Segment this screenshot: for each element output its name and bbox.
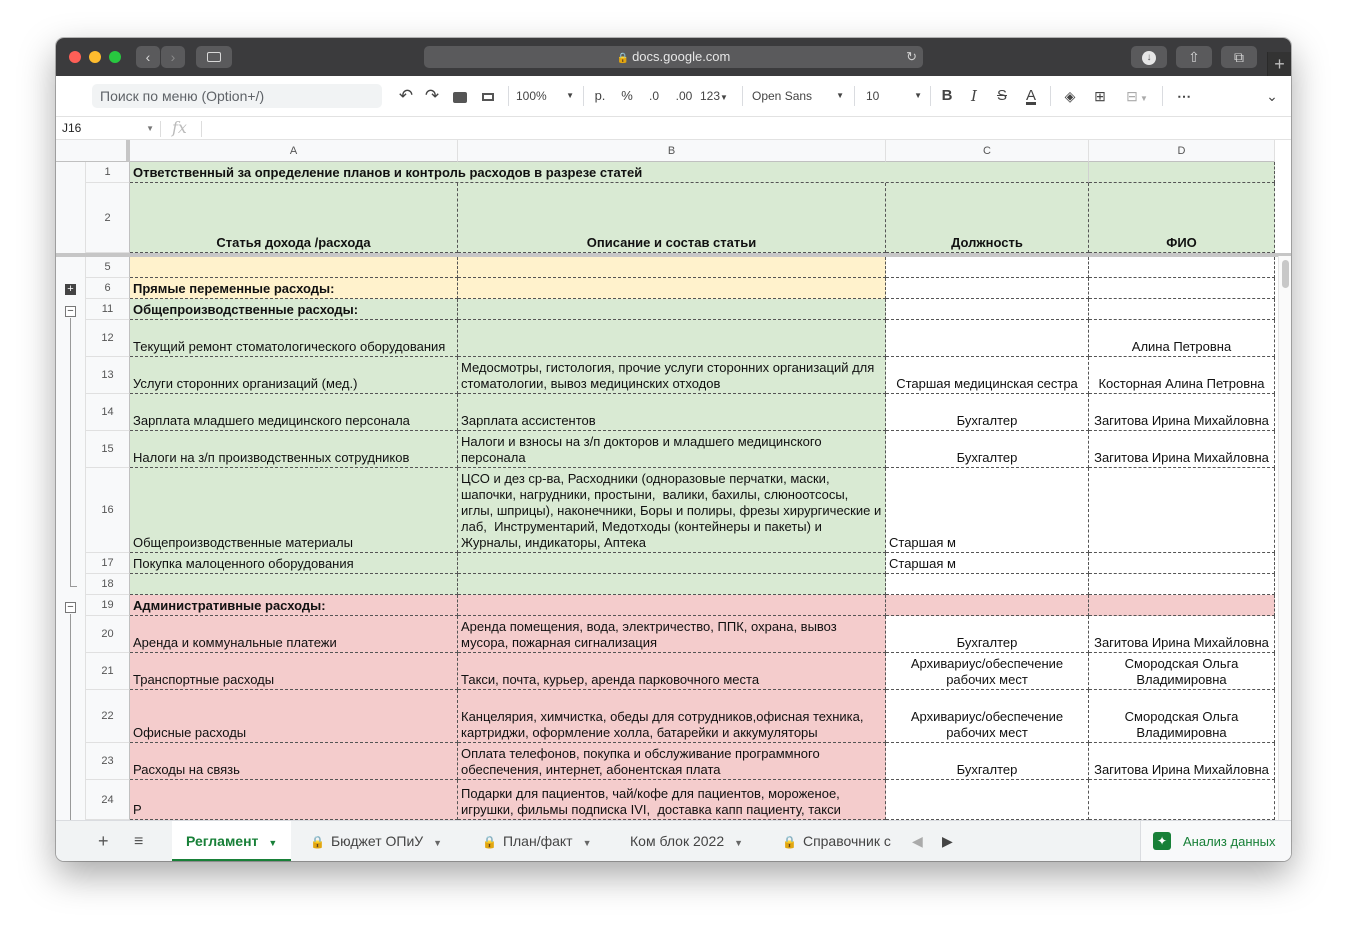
cell-b[interactable] — [458, 278, 886, 299]
cell-d[interactable]: Смородская Ольга Владимировна — [1089, 690, 1275, 743]
cell-c[interactable]: Старшая м — [886, 553, 1089, 574]
cell-reference: J16 — [62, 121, 82, 135]
merge-cells-icon: ⊟ — [1126, 88, 1138, 104]
chevron-left-icon: ◀ — [912, 833, 923, 849]
toolbar-separator — [854, 86, 855, 106]
all-sheets-button[interactable] — [128, 821, 149, 861]
row-header[interactable]: 17 — [86, 553, 130, 574]
row-header[interactable]: 12 — [86, 320, 130, 357]
lock-icon: 🔒 — [482, 835, 497, 849]
maximize-window-button[interactable] — [109, 51, 121, 63]
cell-a[interactable]: Аренда и коммунальные платежи — [130, 616, 458, 653]
formula-divider — [160, 121, 161, 137]
dropdown-arrow-icon: ▼ — [1137, 94, 1148, 103]
sheets-toolbar — [56, 76, 1291, 116]
cell-a[interactable]: Общепроизводственные материалы — [130, 468, 458, 553]
explore-button[interactable] — [1140, 821, 1291, 861]
browser-window — [56, 38, 1291, 861]
chevron-down-icon: ⌄ — [1266, 88, 1278, 104]
cell-d[interactable] — [1089, 468, 1275, 553]
row-header[interactable]: 20 — [86, 616, 130, 653]
redo-icon: ↷ — [424, 86, 440, 105]
cell-d[interactable]: Алина Петровна — [1089, 320, 1275, 357]
group-bracket — [70, 614, 71, 820]
fx-icon: fx — [172, 118, 187, 137]
cell-a[interactable]: Услуги сторонних организаций (мед.) — [130, 357, 458, 394]
row-header[interactable]: 19 — [86, 595, 130, 616]
row-header[interactable]: 14 — [86, 394, 130, 431]
text-color-button[interactable] — [1019, 84, 1043, 108]
strikethrough-button[interactable]: S — [996, 87, 1007, 104]
cell-d[interactable] — [1089, 553, 1275, 574]
sheet-tab-label: Ком блок 2022 — [630, 833, 725, 849]
cell-b[interactable] — [458, 595, 886, 616]
plus-icon: + — [98, 831, 109, 851]
fill-color-button[interactable] — [1058, 84, 1082, 108]
forward-button[interactable] — [161, 46, 185, 68]
column-header-b[interactable]: B — [458, 140, 886, 162]
cell-d[interactable]: ФИО — [1089, 183, 1275, 253]
add-sheet-button[interactable] — [92, 821, 115, 861]
sheet-tab[interactable] — [296, 821, 456, 861]
row-header[interactable]: 1 — [86, 162, 130, 183]
sheet-tab-label: Справочник с — [802, 833, 891, 849]
currency-format-button[interactable]: р. — [594, 88, 606, 103]
cell-b[interactable]: Такси, почта, курьер, аренда парковочного места — [458, 653, 886, 690]
paint-format-button[interactable] — [476, 84, 500, 108]
explore-label: Анализ данных — [1183, 834, 1276, 849]
lock-icon: 🔒 — [616, 53, 630, 64]
sheet-tab-bar — [56, 820, 1291, 861]
text-color-icon: A — [1025, 87, 1036, 104]
sidebar-icon — [207, 52, 221, 62]
cell-a[interactable]: Статья дохода /расхода — [130, 183, 458, 253]
address-bar[interactable] — [424, 46, 923, 68]
share-button[interactable] — [1176, 46, 1212, 68]
group-bracket — [70, 586, 77, 587]
sheet-tab-label: Регламент — [186, 833, 259, 849]
sheet-tab[interactable] — [616, 821, 757, 861]
cell-a[interactable]: Ответственный за определение планов и контроль расходов в разрезе статей — [130, 162, 1089, 183]
font-family-value: Open Sans — [752, 89, 813, 103]
bold-button[interactable]: B — [941, 87, 953, 104]
cell-b[interactable]: Подарки для пациентов, чай/кофе для пациентов, мороженое, игрушки, фильмы подписка IVI, доставка капп пациенту, такси — [458, 780, 886, 820]
lock-icon: 🔒 — [782, 835, 797, 849]
row-header[interactable]: 11 — [86, 299, 130, 320]
more-tools-button[interactable]: ⋯ — [1177, 88, 1191, 104]
row-header[interactable]: 15 — [86, 431, 130, 468]
cell-c[interactable]: Бухгалтер — [886, 616, 1089, 653]
font-size-select[interactable] — [866, 84, 922, 108]
row-group-gutter — [56, 162, 86, 820]
cell-d[interactable] — [1089, 162, 1275, 183]
more-formats-label: 123 — [700, 89, 721, 103]
row-header[interactable]: 24 — [86, 780, 130, 820]
sheet-tab[interactable] — [768, 821, 901, 861]
row-header[interactable]: 13 — [86, 357, 130, 394]
row-header[interactable]: 2 — [86, 183, 130, 253]
cell-d[interactable]: Загитова Ирина Михайловна — [1089, 394, 1275, 431]
dropdown-arrow-icon: ▼ — [914, 91, 922, 100]
tabs-icon: ⧉ — [1234, 49, 1244, 65]
cell-c[interactable]: Бухгалтер — [886, 394, 1089, 431]
cell-d[interactable]: Смородская Ольга Владимировна — [1089, 653, 1275, 690]
scroll-tabs-right-button[interactable] — [936, 821, 959, 861]
cell-b[interactable]: ЦСО и дез ср-ва, Расходники (одноразовые перчатки, маски, шапочки, нагрудники, простыни, валики, бахилы, слюноотсосы, иглы, шприцы), наконечники, Боры и полиры, фрезы хирургические и лаб, Инструментарий, Медотходы (контейнеры и пакеты) и Журналы, индикаторы, Аптека — [458, 468, 886, 553]
cell-a[interactable]: Офисные расходы — [130, 690, 458, 743]
toolbar-separator — [1162, 86, 1163, 106]
cell-d[interactable]: Загитова Ирина Михайловна — [1089, 743, 1275, 780]
merge-cells-button[interactable] — [1118, 84, 1156, 108]
explore-icon: ✦ — [1153, 832, 1171, 850]
cell-c[interactable]: Архивариус/обеспечение рабочих мест — [886, 653, 1089, 690]
cell-a[interactable]: Расходы на связь — [130, 743, 458, 780]
redo-button[interactable] — [420, 84, 444, 108]
cell-b[interactable]: Медосмотры, гистология, прочие услуги сторонних организаций для стоматологии, вывоз медицинских отходов — [458, 357, 886, 394]
url-text: docs.google.com — [632, 49, 731, 64]
list-icon: ≡ — [134, 833, 144, 850]
cell-d[interactable] — [1089, 278, 1275, 299]
toolbar-separator — [1050, 86, 1051, 106]
zoom-select[interactable] — [516, 84, 578, 108]
share-icon: ⇧ — [1188, 49, 1200, 65]
cell-d[interactable] — [1089, 574, 1275, 595]
cell-d[interactable]: Загитова Ирина Михайловна — [1089, 616, 1275, 653]
select-all-corner[interactable] — [56, 140, 130, 162]
download-icon: ↓ — [1142, 51, 1156, 65]
cell-a[interactable]: Прямые переменные расходы: — [130, 278, 458, 299]
cell-b[interactable]: Канцелярия, химчистка, обеды для сотрудников,офисная техника, картриджи, оформление холла, батарейки и аккумуляторы — [458, 690, 886, 743]
sheet-tab-label: План/факт — [502, 833, 573, 849]
cell-c[interactable]: Старшая медицинская сестра — [886, 357, 1089, 394]
row-header[interactable]: 22 — [86, 690, 130, 743]
chevron-right-icon: › — [170, 49, 176, 65]
column-header-a[interactable]: A — [130, 140, 458, 162]
print-icon — [453, 92, 467, 103]
row-header[interactable]: 23 — [86, 743, 130, 780]
cell-c[interactable]: Бухгалтер — [886, 431, 1089, 468]
scroll-tabs-left-button[interactable] — [906, 821, 929, 861]
cell-c[interactable] — [886, 780, 1089, 820]
vertical-scrollbar[interactable] — [1278, 256, 1291, 820]
cell-a[interactable] — [130, 574, 458, 595]
fill-color-icon: ◈ — [1064, 88, 1076, 104]
font-size-value: 10 — [866, 89, 880, 103]
collapse-group-button[interactable]: − — [65, 306, 76, 317]
cell-a[interactable]: Налоги на з/п производственных сотрудников — [130, 431, 458, 468]
toolbar-separator — [583, 86, 584, 106]
cell-d[interactable]: Косторная Алина Петровна — [1089, 357, 1275, 394]
dropdown-arrow-icon: ▼ — [566, 91, 574, 100]
group-bracket — [70, 318, 71, 586]
cell-a[interactable]: Общепроизводственные расходы: — [130, 299, 458, 320]
browser-titlebar — [56, 38, 1291, 76]
percent-format-button[interactable]: % — [621, 88, 633, 103]
cell-b[interactable] — [458, 299, 886, 320]
toolbar-separator — [930, 86, 931, 106]
cell-b[interactable]: Зарплата ассистентов — [458, 394, 886, 431]
cell-b[interactable]: Оплата телефонов, покупка и обслуживание программного обеспечения, интернет, абонентская плата — [458, 743, 886, 780]
cell-c[interactable] — [886, 320, 1089, 357]
cell-b[interactable]: Аренда помещения, вода, электричество, ППК, охрана, вывоз мусора, пожарная сигнализация — [458, 616, 886, 653]
collapse-group-button[interactable]: − — [65, 602, 76, 613]
increase-decimal-button[interactable]: .00 — [675, 89, 693, 103]
row-header[interactable]: 21 — [86, 653, 130, 690]
row-header[interactable]: 16 — [86, 468, 130, 553]
formula-input[interactable] — [206, 117, 1276, 139]
cell-d[interactable] — [1089, 257, 1275, 278]
cell-a[interactable]: Зарплата младшего медицинского персонала — [130, 394, 458, 431]
toolbar-separator — [742, 86, 743, 106]
chevron-left-icon: ‹ — [145, 49, 151, 65]
dropdown-arrow-icon: ▼ — [146, 124, 154, 133]
cell-c[interactable] — [886, 257, 1089, 278]
dropdown-arrow-icon[interactable]: ▼ — [734, 838, 744, 848]
cell-b[interactable] — [458, 257, 886, 278]
cell-a[interactable] — [130, 257, 458, 278]
plus-icon: + — [1274, 54, 1285, 74]
cell-d[interactable]: Загитова Ирина Михайловна — [1089, 431, 1275, 468]
chevron-right-icon: ▶ — [942, 833, 953, 849]
italic-button[interactable]: I — [971, 87, 977, 105]
back-button[interactable] — [136, 46, 160, 68]
sheet-tab[interactable] — [172, 821, 291, 861]
cell-a[interactable]: Транспортные расходы — [130, 653, 458, 690]
new-tab-button[interactable] — [1267, 52, 1291, 76]
downloads-button[interactable] — [1131, 46, 1167, 68]
dropdown-arrow-icon[interactable]: ▼ — [433, 838, 443, 848]
close-window-button[interactable] — [69, 51, 81, 63]
sidebar-toggle-button[interactable] — [196, 46, 232, 68]
font-family-select[interactable] — [752, 84, 848, 108]
row-header[interactable]: 6 — [86, 278, 130, 299]
cell-c[interactable]: Архивариус/обеспечение рабочих мест — [886, 690, 1089, 743]
borders-icon: ⊞ — [1094, 88, 1106, 104]
borders-button[interactable] — [1088, 84, 1112, 108]
collapse-toolbar-button[interactable] — [1260, 84, 1284, 108]
cell-c[interactable] — [886, 595, 1089, 616]
reload-icon[interactable]: ↻ — [906, 49, 917, 64]
cell-c[interactable]: Бухгалтер — [886, 743, 1089, 780]
cell-c[interactable] — [886, 299, 1089, 320]
toolbar-separator — [508, 86, 509, 106]
undo-button[interactable] — [394, 84, 418, 108]
row-header[interactable]: 5 — [86, 257, 130, 278]
column-header-d[interactable]: D — [1089, 140, 1275, 162]
sheet-tab[interactable] — [468, 821, 606, 861]
column-header-c[interactable]: C — [886, 140, 1089, 162]
dropdown-arrow-icon[interactable]: ▼ — [268, 838, 278, 848]
undo-icon: ↶ — [398, 86, 414, 105]
more-formats-button[interactable] — [700, 84, 734, 108]
cell-b[interactable]: Описание и состав статьи — [458, 183, 886, 253]
cell-c[interactable] — [886, 574, 1089, 595]
dropdown-arrow-icon: ▼ — [720, 93, 728, 102]
paint-format-icon — [482, 93, 494, 101]
row-header[interactable]: 18 — [86, 574, 130, 595]
spreadsheet-grid[interactable] — [56, 140, 1291, 820]
cell-a[interactable]: Текущий ремонт стоматологического оборудования — [130, 320, 458, 357]
cell-a[interactable]: Административные расходы: — [130, 595, 458, 616]
menu-search-input[interactable]: Поиск по меню (Option+/) — [92, 84, 382, 108]
formula-divider — [201, 121, 202, 137]
expand-group-button[interactable]: + — [65, 284, 76, 295]
cell-c[interactable]: Старшая м — [886, 468, 1089, 553]
dropdown-arrow-icon: ▼ — [836, 91, 844, 100]
cell-c[interactable] — [886, 278, 1089, 299]
zoom-value: 100% — [516, 89, 547, 103]
minimize-window-button[interactable] — [89, 51, 101, 63]
cell-b[interactable] — [458, 553, 886, 574]
cell-c[interactable]: Должность — [886, 183, 1089, 253]
tabs-overview-button[interactable] — [1221, 46, 1257, 68]
scroll-thumb[interactable] — [1282, 260, 1289, 288]
print-button[interactable] — [448, 84, 472, 108]
decrease-decimal-button[interactable]: .0 — [648, 89, 659, 103]
cell-a[interactable]: Покупка малоценного оборудования — [130, 553, 458, 574]
cell-a[interactable]: Р — [130, 780, 458, 820]
dropdown-arrow-icon[interactable]: ▼ — [582, 838, 592, 848]
cell-b[interactable] — [458, 320, 886, 357]
cell-b[interactable] — [458, 574, 886, 595]
name-box[interactable] — [62, 119, 154, 138]
cell-d[interactable] — [1089, 780, 1275, 820]
cell-d[interactable] — [1089, 595, 1275, 616]
cell-b[interactable]: Налоги и взносы на з/п докторов и младшего медицинского персонала — [458, 431, 886, 468]
formula-bar — [56, 116, 1291, 140]
cell-d[interactable] — [1089, 299, 1275, 320]
sheet-tab-label: Бюджет ОПиУ — [330, 833, 424, 849]
lock-icon: 🔒 — [310, 835, 325, 849]
